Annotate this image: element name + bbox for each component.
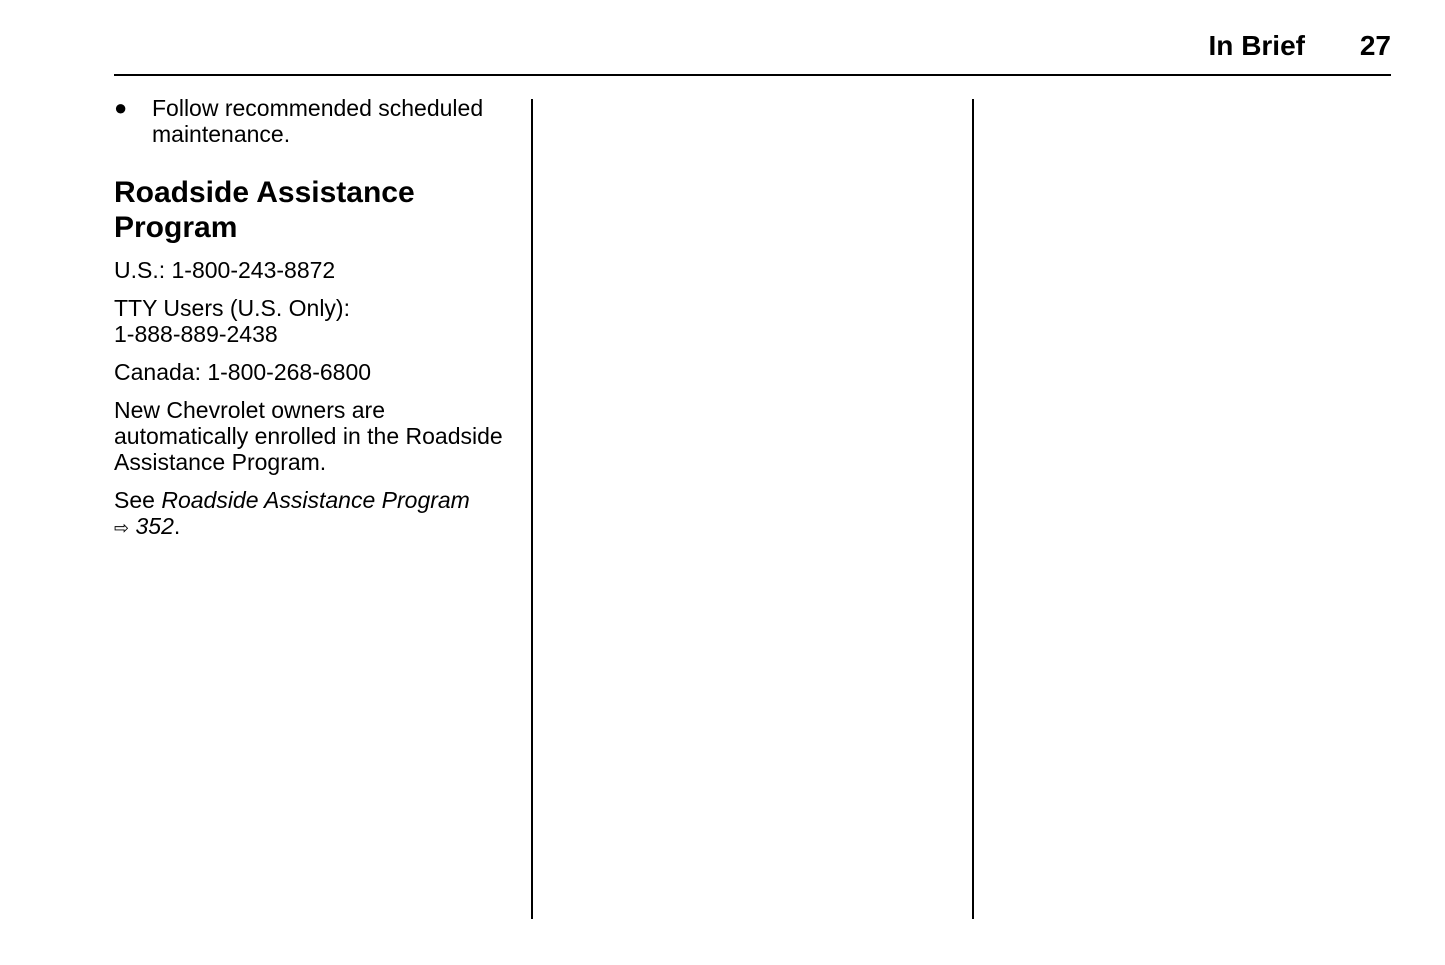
page-header — [114, 28, 1391, 76]
see-reference: See Roadside Assistance Program ⇨ 352. — [114, 487, 470, 539]
bullet-item — [114, 95, 514, 147]
canada-phone: Canada: 1-800-268-6800 — [114, 359, 372, 385]
cross-reference-link[interactable]: Roadside Assistance Program — [161, 487, 470, 513]
us-phone: U.S.: 1-800-243-8872 — [114, 257, 336, 283]
page-arrow-icon: ⇨ — [114, 518, 130, 538]
section-heading: Roadside Assistance Program — [114, 176, 415, 244]
left-column — [114, 95, 514, 553]
page-number: 27 — [1359, 30, 1391, 61]
column-divider-1 — [531, 99, 533, 919]
reference-page[interactable]: 352 — [135, 513, 174, 539]
bullet-icon: ● — [114, 95, 128, 120]
section-title: In Brief — [1208, 30, 1305, 61]
tty-phone: TTY Users (U.S. Only): 1-888-889-2438 — [114, 295, 350, 347]
column-divider-2 — [972, 99, 974, 919]
bullet-text: Follow recommended scheduled maintenance. — [152, 95, 484, 147]
owners-paragraph: New Chevrolet owners are automatically enrolled in the Roadside Assistance Program. — [114, 397, 503, 475]
